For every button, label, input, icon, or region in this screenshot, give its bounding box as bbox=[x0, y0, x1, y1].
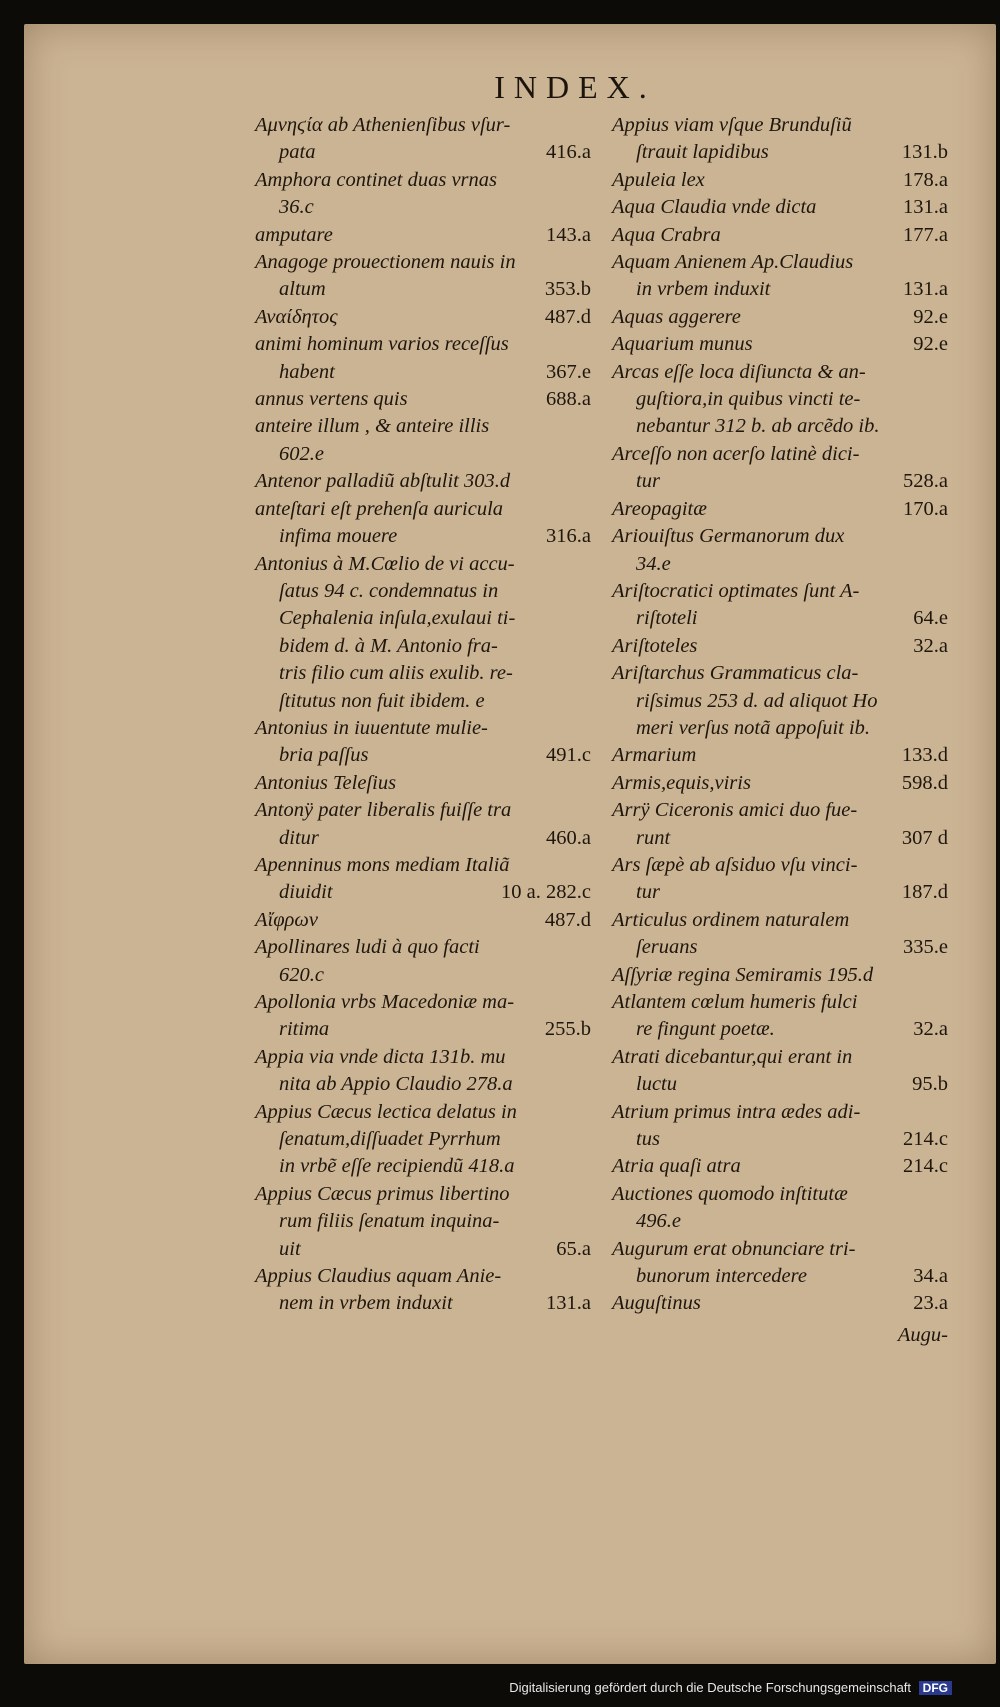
footer-text: Digitalisierung gefördert durch die Deutsche Forschungsgemeinschaft bbox=[509, 1680, 912, 1695]
index-entry bbox=[255, 167, 591, 222]
index-entry bbox=[612, 304, 948, 331]
entry-page-reference: 34.a bbox=[913, 1265, 948, 1288]
entry-line: Appius viam vſque Brunduſiũ bbox=[612, 114, 852, 136]
entry-page-reference: 491.c bbox=[546, 744, 591, 767]
entry-page-reference: 23.a bbox=[913, 1292, 948, 1315]
entry-line: riſsimus 253 d. ad aliquot Ho bbox=[636, 689, 878, 712]
entry-page-reference: 255.b bbox=[544, 1018, 591, 1041]
entry-page-reference: 460.a bbox=[546, 826, 591, 849]
index-entry bbox=[612, 578, 948, 633]
entry-line: bidem d. à M. Antonio fra- bbox=[279, 634, 498, 657]
entry-page-reference: 170.a bbox=[903, 497, 948, 520]
dfg-logo: DFG bbox=[919, 1681, 952, 1695]
entry-page-reference: 32.a bbox=[913, 634, 948, 657]
entry-page-reference: 335.e bbox=[903, 936, 948, 959]
index-entry bbox=[255, 386, 591, 413]
index-entry bbox=[612, 907, 948, 962]
entry-line: 34.e bbox=[636, 552, 671, 575]
entry-page-reference: 214.c bbox=[903, 1128, 948, 1151]
entry-line: Apollonia vrbs Macedoniæ ma- bbox=[255, 991, 515, 1013]
entry-line: Arceſſo non acerſo latinè dici- bbox=[612, 442, 860, 465]
index-entry bbox=[255, 304, 591, 331]
index-entry bbox=[255, 1181, 591, 1263]
index-column-left bbox=[255, 112, 591, 1318]
entry-line: ſeruans bbox=[636, 936, 698, 959]
entry-line: Arrÿ Ciceronis amici duo fue- bbox=[612, 799, 858, 822]
digitization-footer bbox=[0, 1680, 1000, 1695]
index-entry bbox=[255, 934, 591, 989]
index-entry bbox=[612, 1153, 948, 1180]
index-entry bbox=[612, 989, 948, 1044]
index-entry bbox=[255, 770, 591, 797]
catchword: Augu- bbox=[897, 1324, 948, 1346]
entry-line: Auctiones quomodo inſtitutæ bbox=[612, 1182, 848, 1205]
entry-page-reference: 688.a bbox=[546, 388, 591, 411]
entry-page-reference: 10 a. 282.c bbox=[501, 881, 591, 904]
entry-page-reference: 133.d bbox=[901, 744, 948, 767]
entry-line: uit bbox=[279, 1237, 301, 1260]
entry-line: Ariſtocratici optimates ſunt A- bbox=[612, 579, 860, 602]
entry-line: Ariſtarchus Grammaticus cla- bbox=[612, 662, 859, 685]
entry-line: in vrbẽ eſſe recipiendũ 418.a bbox=[279, 1155, 515, 1178]
index-entry bbox=[612, 167, 948, 194]
entry-line: Cephalenia inſula,exulaui ti- bbox=[279, 607, 516, 630]
entry-line: anteire illum , & anteire illis bbox=[255, 415, 490, 438]
entry-page-reference: 92.e bbox=[913, 305, 948, 328]
index-entry bbox=[612, 496, 948, 523]
entry-line: Ariouiſtus Germanorum dux bbox=[612, 525, 845, 548]
index-entry bbox=[255, 331, 591, 386]
entry-line: tus bbox=[636, 1128, 660, 1151]
entry-line: Atrati dicebantur,qui erant in bbox=[612, 1045, 853, 1068]
entry-line: Apenninus mons mediam Italiã bbox=[255, 853, 510, 876]
index-entry bbox=[255, 989, 591, 1044]
entry-line: tur bbox=[636, 881, 660, 904]
entry-line: Antonÿ pater liberalis fuiſſe tra bbox=[255, 799, 512, 822]
index-entry bbox=[612, 441, 948, 496]
entry-line: luctu bbox=[636, 1073, 677, 1096]
entry-line: Aquas aggerere bbox=[612, 305, 741, 328]
entry-page-reference: 32.a bbox=[913, 1018, 948, 1041]
index-entry bbox=[255, 852, 591, 907]
entry-line: nem in vrbem induxit bbox=[279, 1292, 453, 1315]
entry-line: Aqua Crabra bbox=[612, 223, 721, 246]
entry-line: Αἴφρων bbox=[255, 908, 318, 931]
entry-line: Αναίδητος bbox=[255, 305, 338, 328]
entry-page-reference: 131.a bbox=[903, 196, 948, 219]
entry-line: Anagoge prouectionem nauis in bbox=[255, 251, 516, 274]
index-entry bbox=[612, 660, 948, 742]
entry-line: animi hominum varios receſſus bbox=[255, 333, 509, 356]
index-entry bbox=[612, 797, 948, 852]
index-entry bbox=[255, 496, 591, 551]
entry-line: Auguſtinus bbox=[612, 1292, 701, 1315]
entry-line: in vrbem induxit bbox=[636, 278, 771, 301]
index-entry bbox=[612, 222, 948, 249]
entry-line: diuidit bbox=[279, 881, 333, 904]
entry-page-reference: 367.e bbox=[546, 360, 591, 383]
entry-page-reference: 528.a bbox=[903, 470, 948, 493]
entry-line: infima mouere bbox=[279, 525, 398, 548]
entry-line: Atlantem cœlum humeris fulci bbox=[612, 991, 858, 1013]
entry-line: Articulus ordinem naturalem bbox=[612, 908, 850, 931]
entry-line: Appius Cæcus lectica delatus in bbox=[255, 1100, 517, 1123]
index-column-right bbox=[612, 112, 948, 1318]
entry-line: amputare bbox=[255, 223, 333, 246]
entry-line: nita ab Appio Claudio 278.a bbox=[279, 1073, 513, 1096]
index-entry bbox=[255, 222, 591, 249]
entry-line: ſtitutus non fuit ibidem. e bbox=[279, 689, 485, 712]
entry-line: riſtoteli bbox=[636, 607, 698, 630]
index-entry bbox=[612, 1290, 948, 1317]
entry-line: Appius Claudius aquam Anie- bbox=[255, 1265, 502, 1288]
entry-line: Aquarium munus bbox=[612, 333, 753, 356]
entry-line: bunorum intercedere bbox=[636, 1265, 807, 1288]
entry-line: Appius Cæcus primus libertino bbox=[255, 1182, 510, 1205]
entry-line: Apuleia lex bbox=[612, 168, 705, 191]
entry-page-reference: 92.e bbox=[913, 333, 948, 356]
index-entry bbox=[612, 633, 948, 660]
index-entry bbox=[612, 962, 948, 989]
entry-page-reference: 353.b bbox=[544, 278, 591, 301]
entry-line: Ars ſæpè ab aſsiduo vſu vinci- bbox=[612, 853, 858, 876]
index-entry bbox=[255, 1263, 591, 1318]
index-entry bbox=[612, 1099, 948, 1154]
entry-line: Antonius à M.Cœlio de vi accu- bbox=[255, 552, 515, 575]
entry-page-reference: 131.b bbox=[901, 141, 948, 164]
entry-line: Armis,equis,viris bbox=[612, 771, 751, 794]
index-entry bbox=[612, 1044, 948, 1099]
entry-line: re fingunt poetæ. bbox=[636, 1018, 775, 1041]
index-entry bbox=[255, 1099, 591, 1181]
entry-line: ritima bbox=[279, 1018, 330, 1041]
entry-line: Antenor palladiũ abſtulit 303.d bbox=[255, 470, 511, 493]
index-entry bbox=[612, 249, 948, 304]
index-entry bbox=[612, 523, 948, 578]
entry-line: tur bbox=[636, 470, 660, 493]
entry-line: ditur bbox=[279, 826, 319, 849]
index-entry bbox=[255, 715, 591, 770]
entry-line: Augurum erat obnunciare tri- bbox=[612, 1237, 856, 1260]
entry-page-reference: 131.a bbox=[546, 1292, 591, 1315]
index-entry bbox=[255, 249, 591, 304]
index-entry bbox=[612, 1236, 948, 1291]
index-entry bbox=[612, 852, 948, 907]
index-entry bbox=[255, 413, 591, 468]
index-entry bbox=[255, 1044, 591, 1099]
entry-line: annus vertens quis bbox=[255, 388, 408, 411]
index-entry bbox=[255, 112, 591, 167]
book-page bbox=[24, 24, 996, 1664]
entry-line: ſatus 94 c. condemnatus in bbox=[279, 579, 499, 602]
entry-line: Areopagitæ bbox=[612, 497, 707, 520]
index-entry bbox=[612, 194, 948, 221]
entry-page-reference: 487.d bbox=[544, 305, 591, 328]
entry-line: Amphora continet duas vrnas bbox=[255, 168, 497, 191]
index-entry bbox=[255, 797, 591, 852]
entry-line: 36.c bbox=[279, 196, 314, 219]
entry-line: altum bbox=[279, 278, 326, 301]
index-entry bbox=[255, 468, 591, 495]
entry-line: guſtiora,in quibus vincti te- bbox=[636, 388, 861, 411]
entry-page-reference: 307 d bbox=[901, 826, 948, 849]
entry-line: meri verſus notã appoſuit ib. bbox=[636, 716, 871, 739]
entry-line: Aqua Claudia vnde dicta bbox=[612, 196, 817, 219]
entry-page-reference: 131.a bbox=[903, 278, 948, 301]
entry-line: Aſſyriæ regina Semiramis 195.d bbox=[612, 963, 874, 986]
entry-line: ſenatum,diſſuadet Pyrrhum bbox=[279, 1128, 501, 1151]
entry-line: runt bbox=[636, 826, 671, 849]
entry-line: Arcas eſſe loca diſiuncta & an- bbox=[612, 360, 866, 383]
entry-page-reference: 187.d bbox=[901, 881, 948, 904]
index-entry bbox=[612, 742, 948, 769]
index-entry bbox=[612, 1181, 948, 1236]
index-entry bbox=[255, 551, 591, 715]
index-entry bbox=[612, 359, 948, 441]
entry-line: Appia via vnde dicta 131b. mu bbox=[255, 1045, 506, 1068]
entry-line: Αμνηϛία ab Athenienſibus vſur- bbox=[255, 114, 511, 136]
entry-line: 620.c bbox=[279, 963, 324, 986]
entry-line: Ariſtoteles bbox=[612, 634, 698, 657]
entry-page-reference: 214.c bbox=[903, 1155, 948, 1178]
entry-line: Antonius in iuuentute mulie- bbox=[255, 716, 488, 739]
entry-line: 602.e bbox=[279, 442, 324, 465]
index-entry bbox=[255, 907, 591, 934]
entry-page-reference: 487.d bbox=[544, 908, 591, 931]
entry-page-reference: 65.a bbox=[556, 1237, 591, 1260]
entry-line: nebantur 312 b. ab arcẽdo ib. bbox=[636, 415, 880, 438]
entry-page-reference: 598.d bbox=[901, 771, 948, 794]
entry-page-reference: 64.e bbox=[913, 607, 948, 630]
entry-page-reference: 178.a bbox=[903, 168, 948, 191]
entry-line: ſtrauit lapidibus bbox=[636, 141, 769, 164]
entry-line: bria paſſus bbox=[279, 744, 369, 767]
entry-page-reference: 177.a bbox=[903, 223, 948, 246]
entry-line: Antonius Teleſius bbox=[255, 771, 397, 794]
entry-line: pata bbox=[279, 141, 316, 164]
entry-line: Atria quaſi atra bbox=[612, 1155, 741, 1178]
entry-page-reference: 416.a bbox=[546, 141, 591, 164]
entry-line: habent bbox=[279, 360, 335, 383]
entry-page-reference: 316.a bbox=[546, 525, 591, 548]
entry-line: Atrium primus intra ædes adi- bbox=[612, 1100, 861, 1123]
entry-line: Apollinares ludi à quo facti bbox=[255, 936, 480, 959]
entry-line: anteſtari eſt prehenſa auricula bbox=[255, 497, 504, 520]
index-entry bbox=[612, 331, 948, 358]
page-header: INDEX. bbox=[494, 69, 656, 105]
entry-line: rum filiis ſenatum inquina- bbox=[279, 1210, 500, 1233]
entry-line: tris filio cum aliis exulib. re- bbox=[279, 662, 513, 685]
entry-page-reference: 95.b bbox=[912, 1073, 948, 1096]
entry-line: Aquam Anienem Ap.Claudius bbox=[612, 251, 854, 274]
entry-line: Armarium bbox=[612, 744, 697, 767]
index-entry bbox=[612, 112, 948, 167]
entry-line: 496.e bbox=[636, 1210, 681, 1233]
entry-page-reference: 143.a bbox=[546, 223, 591, 246]
index-entry bbox=[612, 770, 948, 797]
